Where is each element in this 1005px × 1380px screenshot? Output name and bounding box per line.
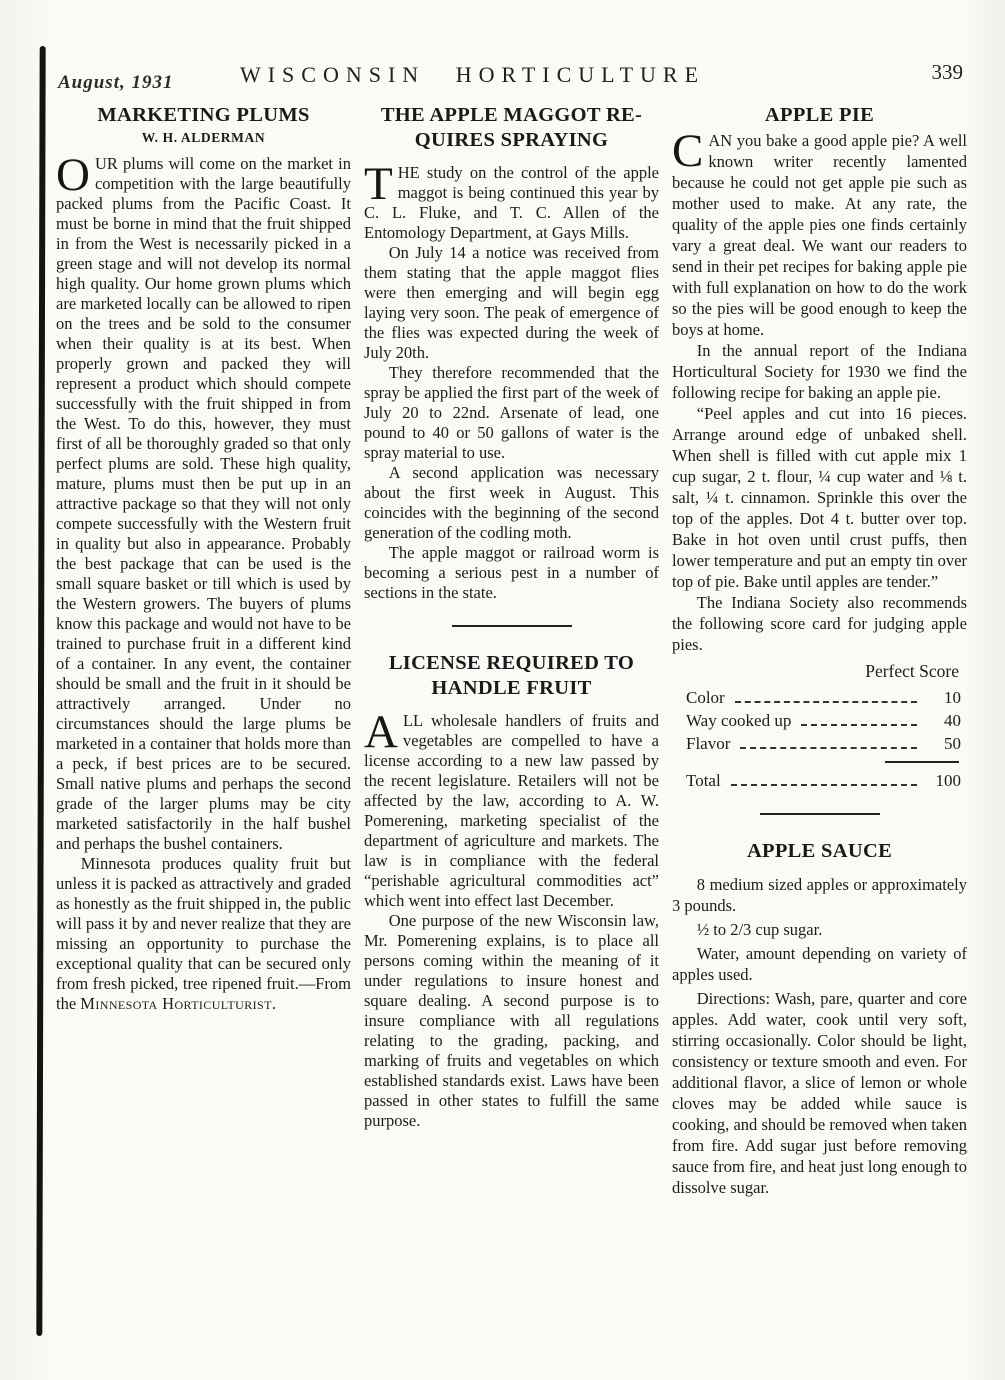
paragraph-text: UR plums will come on the market in competition with the large beautifully packed plums from the Pacific Coast. It must be borne in mind that the fruit shipped in from the West is necessarily picked in a green stage and will not develop its normal high quality. Our home grown plums which are marketed locally can be allowed to ripen on the trees and be sold to the consumer when their quality is at its best. When properly grown and packed they will represent a product which should compete successfully with the fruit shipped in from the West. To do this, however, they must first of all be thoroughly graded so that only perfect plums are sold. These high quality, mature, plums must then be put up in an attractive package so that they will not only compete successfully with the Western fruit in quality but also in appearance. Probably the best package that can be used is the small square basket or till which is used by the Western growers. The buyers of plums know this package and would not have to be trained to purchase fruit in a different kind of a container. In any event, the container should be small and the fruit in it should be attractively arranged. Under no circumstances should the large plums be marketed in a container that holds more than a peck, if best prices are to be secured. Small native plums and perhaps the second grade of the larger plums may be city marketed satisfactorily in the half bushel and perhaps the bushel containers. xyxy=(56,154,351,853)
score-row-way-cooked xyxy=(686,711,961,731)
paragraph: Directions: Wash, pare, quarter and core apples. Add water, cook until very soft, stirring occasionally. Color should be light, consistency or texture smooth and even. For additional flavor, a slice of lemon or whole cloves may be added while sauce is cooking, and should be removed when taken from fire. Add sugar just before removing sauce from fire, and heat just long enough to dissolve sugar. xyxy=(672,989,967,1197)
binding-edge-bar xyxy=(36,46,45,1336)
score-label: Total xyxy=(686,771,721,790)
article-apple-pie xyxy=(672,103,967,791)
title-line-1: THE APPLE MAGGOT RE- xyxy=(380,104,643,126)
journal-title: WISCONSIN HORTICULTURE xyxy=(239,62,706,87)
title-line-2: QUIRES SPRAYING xyxy=(414,129,609,151)
score-label: Way cooked up xyxy=(686,711,792,730)
paragraph: 8 medium sized apples or approximately 3 pounds. xyxy=(672,875,967,915)
score-value: 10 xyxy=(944,688,961,707)
dashed-leader xyxy=(735,701,917,703)
dashed-leader xyxy=(801,724,917,726)
score-value: 100 xyxy=(935,771,961,790)
source-citation: Minnesota Horticulturist. xyxy=(80,994,277,1013)
article-title-marketing-plums: MARKETING PLUMS xyxy=(97,104,310,126)
paragraph-text: Minnesota produces quality fruit but unless it is packed as attractively and graded as honestly as the fruit shipped in, the public will pass it by and never realize that they are missing an opportunity to purchase the exceptional quality that can be secured only from fresh picked, tree ripened fruit.—From the xyxy=(56,854,351,1013)
column-3 xyxy=(672,103,967,1198)
paragraph: A second application was necessary about the first week in August. This coincides with the beginning of the second generation of the codling moth. xyxy=(364,463,659,542)
paragraph-text: LL wholesale handlers of fruits and vegetables are compelled to have a license according to a new law passed by the recent legislature. Retailers will not be affected by the law, according to A. W. Pomerening, marketing specialist of the department of agriculture and markets. The law is in compliance with the federal “perishable agricultural commodities act” which went into effect last December. xyxy=(364,711,659,910)
article-marketing-plums xyxy=(56,103,351,1014)
score-row-color xyxy=(686,688,961,708)
score-row-flavor xyxy=(686,734,961,754)
article-apple-maggot xyxy=(364,103,659,603)
column-2 xyxy=(364,103,659,1198)
dropcap-letter: T xyxy=(364,158,393,210)
paragraph: “Peel apples and cut into 16 pieces. Arrange around edge of unbaked shell. When shell is filled with cut apple mix 1 cup sugar, 2 t. flour, ¼ cup water and ⅛ t. salt, ¼ t. cinnamon. Sprinkle this over the top of the apples. Dot 4 t. butter over top. Bake in hot oven until crust puffs, then lower temperature and put an empty tin over top of pie. Bake until apples are tender.” xyxy=(672,404,967,591)
score-label: Flavor xyxy=(686,734,731,753)
score-card-header: Perfect Score xyxy=(865,661,959,681)
article-apple-sauce xyxy=(672,839,967,1198)
paragraph xyxy=(672,125,967,340)
score-card xyxy=(686,661,961,791)
article-title-apple-pie: APPLE PIE xyxy=(764,104,875,126)
score-value: 40 xyxy=(944,711,961,730)
score-value: 50 xyxy=(944,734,961,753)
section-divider xyxy=(452,625,572,627)
article-byline: W. H. ALDERMAN xyxy=(141,130,266,145)
article-title-apple-sauce: APPLE SAUCE xyxy=(746,840,893,862)
paragraph: ½ to 2/3 cup sugar. xyxy=(696,920,823,939)
dashed-leader xyxy=(740,747,917,749)
paragraph: The Indiana Society also recommends the following score card for judging apple pies. xyxy=(672,593,967,654)
paragraph xyxy=(56,854,351,1014)
paragraph xyxy=(364,158,659,243)
dropcap-letter: A xyxy=(364,706,398,758)
masthead xyxy=(0,58,1005,104)
paragraph-text: HE study on the control of the apple maggot is being continued this year by C. L. Fluke, and T. C. Allen of the Entomology Department, at Gays Mills. xyxy=(364,163,659,242)
article-title-apple-maggot xyxy=(364,103,659,153)
paragraph xyxy=(56,149,351,854)
score-row-total xyxy=(686,771,961,791)
sum-rule xyxy=(885,761,959,763)
score-label: Color xyxy=(686,688,725,707)
article-license-required xyxy=(364,651,659,1131)
columns-container xyxy=(56,103,968,1198)
dashed-leader xyxy=(731,784,917,786)
paragraph xyxy=(364,706,659,911)
paragraph: They therefore recommended that the spray be applied the first part of the week of July 20 to 22nd. Arsenate of lead, one pound to 40 or 50 gallons of water is the spray material to use. xyxy=(364,363,659,462)
article-title-license xyxy=(364,651,659,701)
section-divider xyxy=(760,813,880,815)
paragraph-text: AN you bake a good apple pie? A well known writer recently lamented because he could not get apple pie such as mother used to make. At any rate, the quality of the apple pies one finds certainly vary a great deal. We want our readers to send in their pet recipes for baking apple pie with full explanation on how to do the work so the pies will be good enough to keep the boys at home. xyxy=(672,131,967,339)
page-number: 339 xyxy=(931,60,963,84)
paragraph: In the annual report of the Indiana Horticultural Society for 1930 we find the following recipe for baking an apple pie. xyxy=(672,341,967,402)
column-1 xyxy=(56,103,351,1198)
title-line-1: LICENSE REQUIRED TO xyxy=(388,652,635,674)
paragraph: The apple maggot or railroad worm is becoming a serious pest in a number of sections in the state. xyxy=(364,543,659,602)
paragraph: One purpose of the new Wisconsin law, Mr. Pomerening explains, is to place all persons coming within the meaning of it under regulations to insure honest and square dealing. A second purpose is to insure compliance with all regulations relating to the grading, packing, and marking of fruits and vegetables on which established standards exist. Laws have been passed in other states to fulfill the same purpose. xyxy=(364,911,659,1130)
title-line-2: HANDLE FRUIT xyxy=(431,677,592,699)
dropcap-letter: C xyxy=(672,125,704,177)
issue-date: August, 1931 xyxy=(58,72,174,93)
paragraph: Water, amount depending on variety of apples used. xyxy=(672,944,967,984)
paragraph: On July 14 a notice was received from them stating that the apple maggot flies were then emerging and will begin egg laying very soon. The peak of emergence of the flies was expected during the week of July 20th. xyxy=(364,243,659,362)
dropcap-letter: O xyxy=(56,149,90,201)
